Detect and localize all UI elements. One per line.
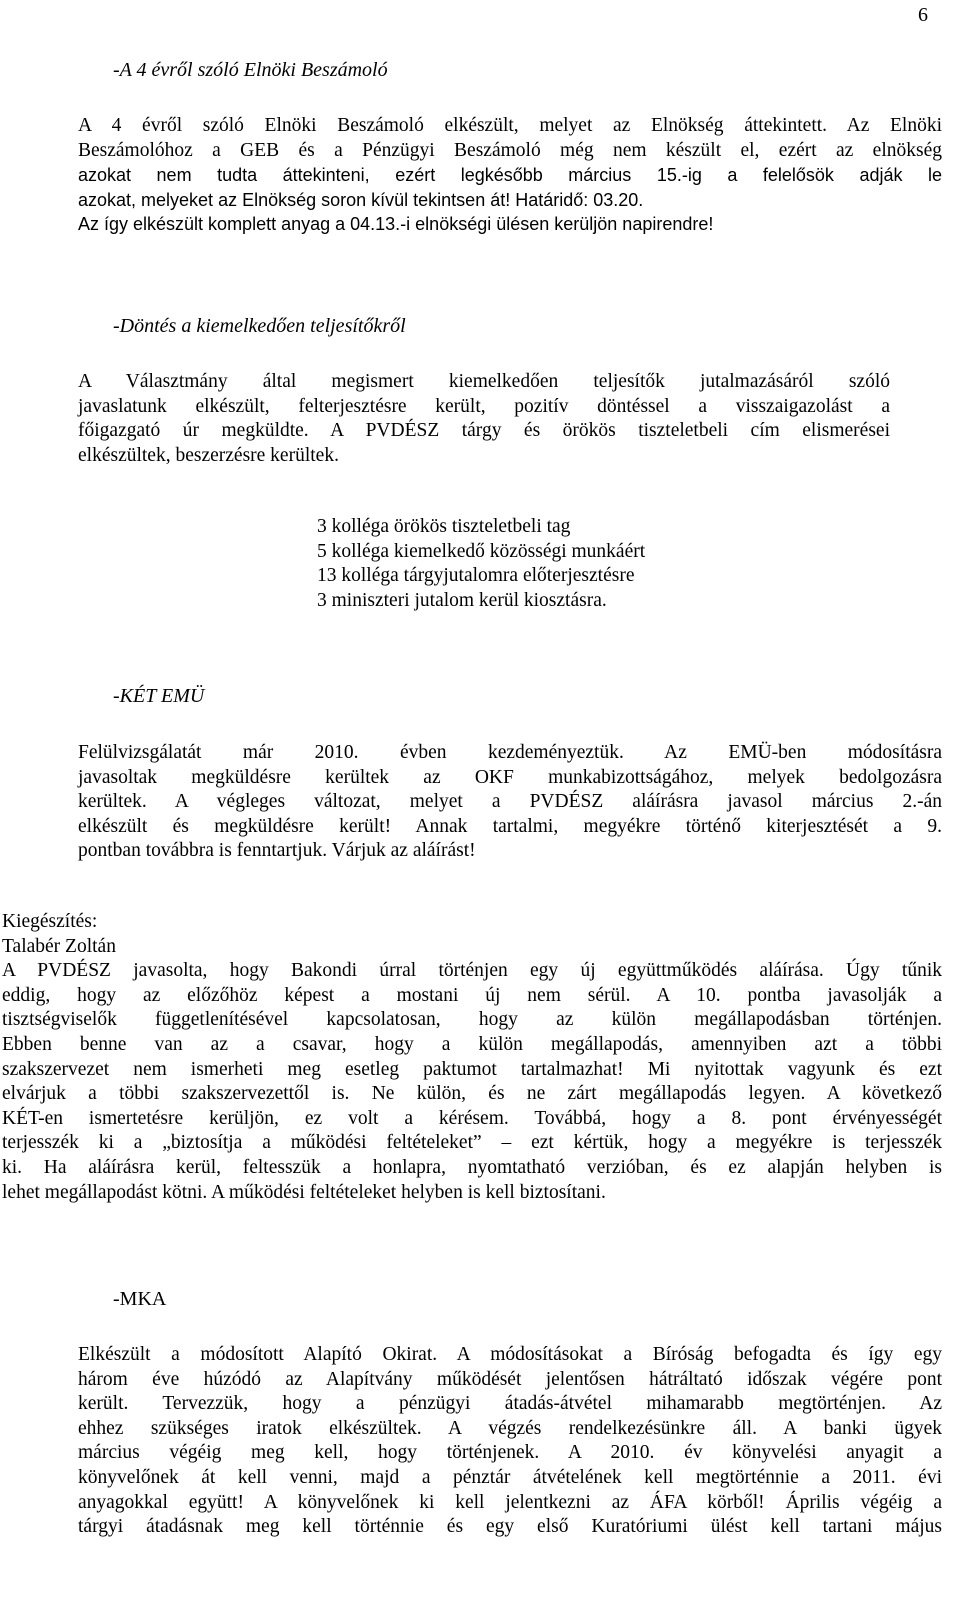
paragraph-ket-emu	[78, 741, 942, 864]
paragraph-line: Ebben benne van az a csavar, hogy a külön megállapodás, amennyiben azt a többi	[2, 1033, 942, 1055]
paragraph-line: eddig, hogy az előzőhöz képest a mostani új nem sérül. A 10. pontba javasolják a	[2, 984, 942, 1006]
paragraph-line: szakszervezet nem ismerheti meg esetleg paktumot tartalmazhat! Mi nyitottak vagyunk és ezt	[2, 1058, 942, 1080]
paragraph-line: KÉT-en ismertetésre kerüljön, ez volt a kérésem. Továbbá, hogy a 8. pont érvényességét	[2, 1107, 942, 1129]
paragraph-line: terjesszék ki a „biztosítja a működési feltételeket” – ezt kértük, hogy a megyékre is terjesszék	[2, 1132, 942, 1154]
supplement-label: Kiegészítés:	[2, 911, 98, 932]
paragraph-line: elvárjuk a többi szakszervezettől is. Ne külön, és ne zárt megállapodás legyen. A következő	[2, 1083, 942, 1105]
paragraph-line: A 4 évről szóló Elnöki Beszámoló elkészült, melyet az Elnökség áttekintett. Az Elnöki	[78, 115, 942, 136]
paragraph-line: A Választmány által megismert kiemelkedően teljesítők jutalmazásáról szóló	[78, 371, 890, 392]
paragraph-line: A PVDÉSZ javasolta, hogy Bakondi úrral történjen egy új együttműködés aláírása. Úgy tűnik	[2, 960, 942, 982]
paragraph-line: Beszámolóhoz a GEB és a Pénzügyi Beszámoló még nem készült el, ezért az elnökség	[78, 139, 942, 161]
supplement-block	[2, 910, 942, 1205]
paragraph-line: ki. Ha aláírásra kerül, feltesszük a honlapra, nyomtatható verzióban, és ez alapján helyben is	[2, 1156, 942, 1178]
paragraph-line: tárgyi átadásnak meg kell történnie és egy első Kuratóriumi ülést kell tartani május	[78, 1516, 942, 1538]
paragraph-line: három éve húzódó az Alapítvány működését jelentősen hátráltató időszak végére pont	[78, 1368, 942, 1390]
paragraph-line: került. Tervezzük, hogy a pénzügyi átadás-átvétel mihamarabb megtörténjen. Az	[78, 1393, 942, 1415]
section-heading-elnoki: -A 4 évről szóló Elnöki Beszámoló	[113, 59, 388, 81]
list-item: 13 kolléga tárgyjutalomra előterjesztésre	[317, 565, 635, 587]
paragraph-line: elkészültek, beszerzésre kerültek.	[78, 444, 339, 466]
list-item: 3 kolléga örökös tiszteletbeli tag	[317, 516, 571, 537]
paragraph-elnoki	[78, 114, 942, 237]
paragraph-line: lehet megállapodást kötni. A működési feltételeket helyben is kell biztosítani.	[2, 1181, 606, 1203]
awards-list	[317, 515, 817, 613]
paragraph-line: pontban továbbra is fenntartjuk. Várjuk az aláírást!	[78, 840, 476, 862]
paragraph-line: március végéig meg kell, hogy történjenek. A 2010. év könyvelési anyagit a	[78, 1442, 942, 1464]
paragraph-line: Elkészült a módosított Alapító Okirat. A módosításokat a Bíróság befogadta és így egy	[78, 1344, 942, 1365]
section-heading-dontes: -Döntés a kiemelkedően teljesítőkről	[113, 315, 406, 337]
paragraph-line: Az így elkészült komplett anyag a 04.13.-i elnökségi ülésen kerüljön napirendre!	[78, 214, 714, 235]
speaker-name: Talabér Zoltán	[2, 935, 116, 957]
section-heading-mka: -MKA	[113, 1288, 167, 1310]
paragraph-line: Felülvizsgálatát már 2010. évben kezdeményeztük. Az EMÜ-ben módosításra	[78, 742, 942, 763]
paragraph-dontes	[78, 370, 890, 468]
paragraph-line: elkészült és megküldésre került! Annak tartalmi, megyékre történő kiterjesztését a 9.	[78, 815, 942, 837]
paragraph-line: javasoltak megküldésre kerültek az OKF munkabizottságához, melyek bedolgozásra	[78, 766, 942, 788]
paragraph-line: tisztségviselők függetlenítésével kapcsolatosan, hogy az külön megállapodásban történjen.	[2, 1009, 942, 1031]
paragraph-line: ehhez szükséges iratok elkészültek. A végzés rendelkezésünkre áll. A banki ügyek	[78, 1417, 942, 1439]
page-number: 6	[918, 4, 928, 26]
paragraph-line: javaslatunk elkészült, felterjesztésre került, pozitív döntéssel a visszaigazolást a	[78, 395, 890, 417]
paragraph-line: kerültek. A végleges változat, melyet a PVDÉSZ aláírásra javasol március 2.-án	[78, 791, 942, 813]
paragraph-line: anyagokkal együtt! A könyvelőnek ki kell jelentkezni az ÁFA körből! Április végéig a	[78, 1491, 942, 1513]
paragraph-line: főigazgató úr megküldte. A PVDÉSZ tárgy és örökös tiszteletbeli cím elismerései	[78, 420, 890, 442]
section-heading-ket-emu: -KÉT EMÜ	[113, 685, 205, 707]
paragraph-mka	[78, 1343, 942, 1540]
paragraph-line: könyvelőnek át kell venni, majd a pénztár átvételének kell megtörténnie a 2011. évi	[78, 1466, 942, 1488]
paragraph-line: azokat, melyeket az Elnökség soron kívül tekintsen át! Határidő: 03.20.	[78, 189, 644, 210]
list-item: 3 miniszteri jutalom kerül kiosztásra.	[317, 589, 607, 611]
paragraph-line: azokat nem tudta áttekinteni, ezért legkésőbb március 15.-ig a felelősök adják le	[78, 165, 942, 186]
list-item: 5 kolléga kiemelkedő közösségi munkáért	[317, 540, 646, 562]
